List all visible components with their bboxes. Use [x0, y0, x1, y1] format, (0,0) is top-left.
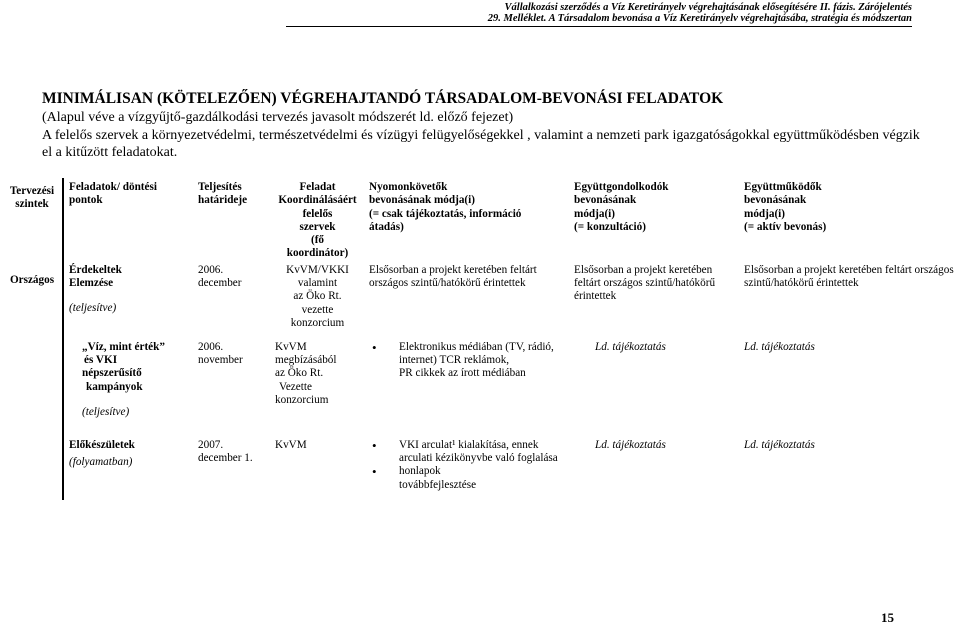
- monitoring-cell: [364, 338, 569, 436]
- table-row: [1, 261, 959, 338]
- status-label: (folyamatban): [69, 456, 133, 469]
- header-coordination: Feladat Koordinálásáért felelős szervek (fő koordinátor): [278, 181, 357, 260]
- deadline-cell: 2006. november: [198, 340, 243, 367]
- list-item: • VKI arculat¹ kialakítása, ennek arculati kézikönyvbe való foglalása: [369, 439, 565, 466]
- tasks-table: [1, 178, 960, 500]
- side-label-planning-levels: Tervezési szintek: [1, 178, 63, 261]
- header-deadline: Teljesítés határideje: [198, 181, 248, 207]
- coordinator-cell: KvVM: [275, 438, 307, 451]
- monitoring-cell: Elsősorban a projekt keretében feltárt országos szintű/hatókörű érintettek: [369, 263, 537, 290]
- header-active-involvement: Együttműködők bevonásának módja(i) (= aktív bevonás): [744, 181, 827, 233]
- header-line-2: 29. Melléklet. A Társadalom bevonása a Víz Keretirányelv végrehajtásába, stratégia és módszertan: [487, 13, 912, 24]
- header-task: Feladatok/ döntési pontok: [69, 181, 157, 207]
- consultation-cell: Ld. tájékoztatás: [595, 340, 666, 353]
- consultation-cell: Ld. tájékoztatás: [595, 438, 666, 451]
- header-rule: [286, 26, 912, 27]
- deadline-cell: 2006. december: [198, 263, 242, 290]
- table-row: [1, 436, 959, 500]
- page-number: 15: [881, 610, 894, 625]
- active-cell: Ld. tájékoztatás: [744, 340, 815, 353]
- status-label: (teljesítve): [82, 405, 130, 418]
- task-cell: Érdekeltek Elemzése (teljesítve): [63, 261, 193, 338]
- task-cell: Előkészületek (folyamatban): [63, 436, 193, 500]
- subtitle-line-3: el a kitűzött feladatokat.: [42, 145, 178, 160]
- subtitle-line-2: A felelős szervek a környezetvédelmi, természetvédelmi és vízügyi felügyelőségekkel , valamint a nemzeti park igazgatóságokkal együttműködésben végzik: [42, 127, 920, 143]
- subtitle-line-1: (Alapul véve a vízgyűjtő-gazdálkodási tervezés javasolt módszerét ld. előző fejezet): [42, 110, 514, 125]
- coordinator-cell: KvVM megbízásából az Öko Rt. Vezette konzorcium: [275, 340, 337, 406]
- table-header-row: [1, 178, 959, 261]
- monitoring-cell: [364, 436, 569, 500]
- page-title: MINIMÁLISAN (KÖTELEZŐEN) VÉGREHAJTANDÓ TÁRSADALOM-BEVONÁSI FELADATOK: [42, 90, 724, 107]
- status-label: (teljesítve): [69, 302, 117, 315]
- subtitle: [42, 109, 957, 162]
- running-header: [488, 2, 912, 24]
- deadline-cell: 2007. december 1.: [198, 438, 253, 465]
- task-cell: „Víz, mint érték” és VKI népszerűsítő kampányok (teljesítve): [63, 338, 193, 436]
- header-consultation: Együttgondolkodók bevonásának módja(i) (= konzultáció): [574, 181, 669, 233]
- list-item: • Elektronikus médiában (TV, rádió, internet) TCR reklámok, PR cikkek az írott médiában: [369, 341, 565, 381]
- header-line-1: Vállalkozási szerződés a Víz Keretirányelv végrehajtásának elősegítésére II. fázis. Zárójelentés: [504, 2, 912, 13]
- table-row: [1, 338, 959, 436]
- coordinator-cell: KvVM/VKKI valamint az Öko Rt. vezette konzorcium: [286, 263, 349, 329]
- header-monitoring: Nyomonkövetők bevonásának módja(i) (= csak tájékoztatás, információ átadás): [369, 181, 522, 233]
- list-item: • honlapok továbbfejlesztése: [369, 465, 565, 492]
- consultation-cell: Elsősorban a projekt keretében feltárt országos szintű/hatókörű érintettek: [574, 263, 716, 303]
- active-cell: Ld. tájékoztatás: [744, 438, 815, 451]
- side-label-national: Országos: [1, 261, 63, 338]
- active-cell: Elsősorban a projekt keretében feltárt országos szintű/hatókörű érintettek: [744, 263, 954, 290]
